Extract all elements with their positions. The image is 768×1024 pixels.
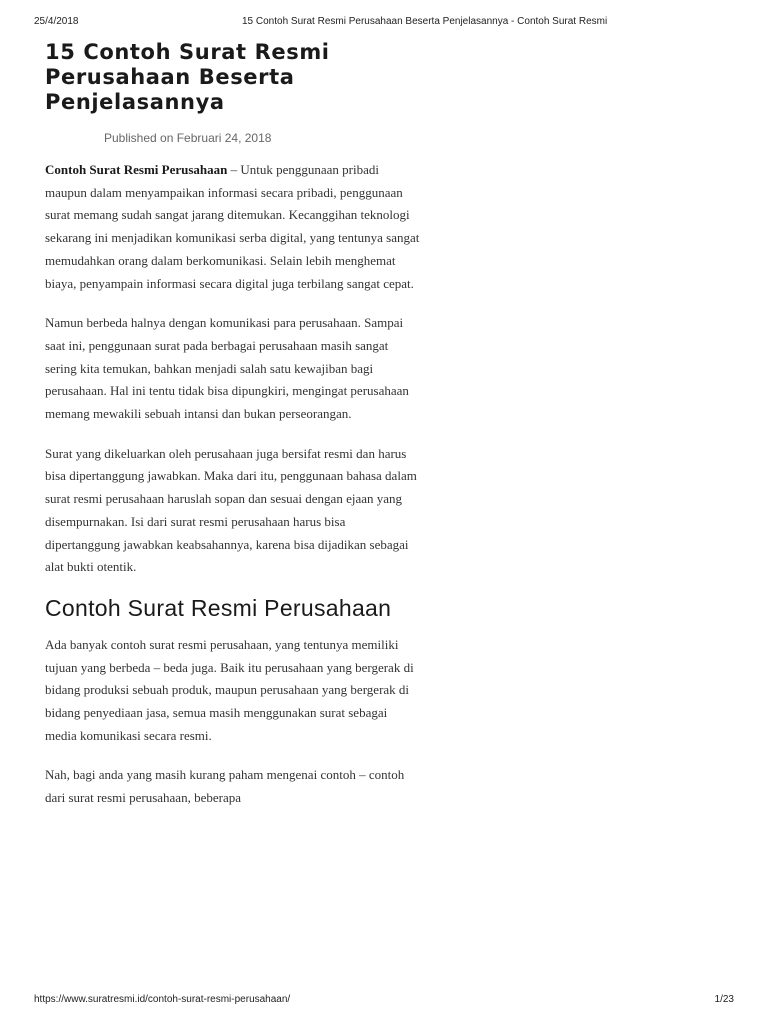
print-footer	[34, 994, 734, 1008]
article-title: 15 Contoh Surat Resmi Perusahaan Beserta Penjelasannya	[45, 40, 330, 114]
intro-bold-lead: Contoh Surat Resmi Perusahaan	[45, 162, 228, 177]
article-paragraph-3: Surat yang dikeluarkan oleh perusahaan juga bersifat resmi dan harus bisa dipertanggung jawabkan. Maka dari itu, penggunaan bahasa dalam surat resmi perusahaan haruslah sopan dan sesuai dengan ejaan yang disempurnakan. Isi dari surat resmi perusahaan harus bisa dipertanggung jawabkan keabsahannya, karena bisa dijadikan sebagai alat bukti otentik.	[45, 445, 417, 575]
article-paragraph-intro	[45, 159, 420, 295]
print-date: 25/4/2018	[34, 16, 79, 27]
page-url[interactable]: https://www.suratresmi.id/contoh-surat-resmi-perusahaan/	[34, 994, 291, 1005]
published-date: Published on Februari 24, 2018	[104, 131, 272, 145]
article-paragraph-4: Ada banyak contoh surat resmi perusahaan, yang tentunya memiliki tujuan yang berbeda – beda juga. Baik itu perusahaan yang bergerak di bidang produksi sebuah produk, maupun perusahaan yang bergerak di bidang penyediaan jasa, semua masih menggunakan surat sebagai media komunikasi secara resmi.	[45, 636, 414, 743]
section-heading: Contoh Surat Resmi Perusahaan	[45, 594, 392, 621]
article-paragraph-2: Namun berbeda halnya dengan komunikasi para perusahaan. Sampai saat ini, penggunaan surat pada berbagai perusahaan masih sangat sering kita temukan, bahkan menjadi salah satu kewajiban bagi perusahaan. Hal ini tentu tidak bisa dipungkiri, mengingat perusahaan memang mewakili sebuah intansi dan bukan perseorangan.	[45, 315, 409, 422]
article-paragraph-5: Nah, bagi anda yang masih kurang paham mengenai contoh – contoh dari surat resmi perusahaan, beberapa	[45, 767, 405, 806]
article	[45, 40, 420, 810]
page-number: 1/23	[714, 994, 734, 1005]
intro-text: – Untuk penggunaan pribadi maupun dalam menyampaikan informasi secara pribadi, penggunaan surat memang sudah sangat jarang ditemukan. Kecanggihan teknologi sekarang ini menjadikan komunikasi serba digital, yang tentunya sangat memudahkan orang dalam berkomunikasi. Selain lebih menghemat biaya, penyampain informasi secara digital juga terbilang sangat cepat.	[45, 162, 420, 291]
print-document-title: 15 Contoh Surat Resmi Perusahaan Beserta Penjelasannya - Contoh Surat Resmi	[242, 16, 608, 27]
print-header	[34, 16, 734, 30]
